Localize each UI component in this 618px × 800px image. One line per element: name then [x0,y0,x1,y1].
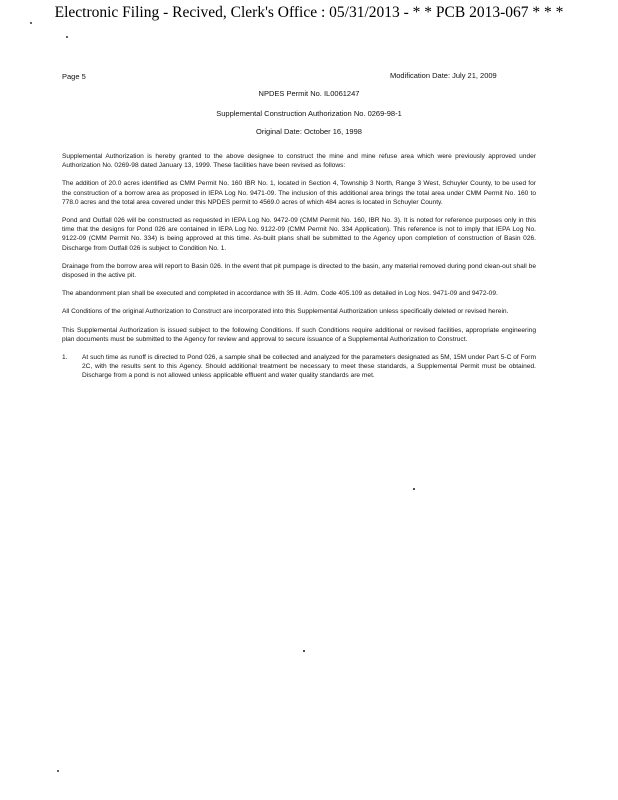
body-paragraph: The abandonment plan shall be executed and completed in accordance with 35 Ill. Adm. Code 405.109 as detailed in Log Nos. 9471-09 and 9472-09. [62,290,498,298]
original-date: Original Date: October 16, 1998 [256,127,362,136]
condition-item [62,353,536,381]
scan-speck [303,650,305,652]
electronic-filing-stamp: Electronic Filing - Recived, Clerk's Office : 05/31/2013 - * * PCB 2013-067 * * * [54,4,564,21]
condition-number: 1. [62,354,68,362]
permit-number: NPDES Permit No. IL0061247 [258,89,360,98]
supplemental-authorization-number: Supplemental Construction Authorization No. 0269-98-1 [216,109,402,118]
scan-speck [66,36,68,38]
body-paragraph: Drainage from the borrow area will report to Basin 026. In the event that pit pumpage is directed to the basin, any material removed during pond clean-out shall be disposed in the active pit. [62,262,536,280]
body-paragraph: Pond and Outfall 026 will be constructed as requested in IEPA Log No. 9472-09 (CMM Permit No. 160, IBR No. 3). It is noted for reference purposes only in this time that the designs for Pond 026 are contained in IEPA Log No. 9122-09 (CMM Permit No. 334 Application). This reference is not to imply that IEPA Log No. 9122-09 (CMM Permit No. 334) is being approved at this time. As-built plans shall be submitted to the Agency upon completion of construction of Basin 026. Discharge from Outfall 026 is subject to Condition No. 1. [62,217,536,252]
body-paragraph: All Conditions of the original Authorization to Construct are incorporated into this Supplemental Authorization unless specifically deleted or revised herein. [62,308,509,316]
scan-speck [30,22,32,24]
modification-date: Modification Date: July 21, 2009 [390,71,497,80]
page-number: Page 5 [62,72,86,81]
body-paragraph: Supplemental Authorization is hereby granted to the above designee to construct the mine and mine refuse area which were previously approved under Authorization No. 0269-98 dated January 13, 1999. These facilities have been revised as follows: [62,153,536,170]
condition-text: At such time as runoff is directed to Pond 026, a sample shall be collected and analyzed for the parameters designated as 5M, 15M under Part 5-C of Form 2C, with the results sent to this Agency. Should additional treatment be necessary to meet these standards, a Supplemental Permit must be obtained. Discharge from a pond is not allowed unless applicable effluent and water quality standards are met. [82,354,536,380]
body-paragraph: This Supplemental Authorization is issued subject to the following Conditions. If such Conditions require additional or revised facilities, appropriate engineering plan documents must be submitted to the Agency for review and approval to secure issuance of a Supplemental Authorization to Construct. [62,326,536,343]
scan-speck [57,770,59,772]
scan-speck [413,488,415,490]
body-paragraph: The addition of 20.0 acres identified as CMM Permit No. 160 IBR No. 1, located in Section 4, Township 3 North, Range 3 West, Schuyler County, to be used for the construction of a borrow area as proposed in IEPA Log No. 9471-09. The inclusion of this additional area brings the total area under CMM Permit No. 160 to 778.0 acres and the total area covered under this NPDES permit to 4569.0 acres of which 484 acres is located in Schuyler County. [62,180,536,206]
document-body [62,152,536,381]
